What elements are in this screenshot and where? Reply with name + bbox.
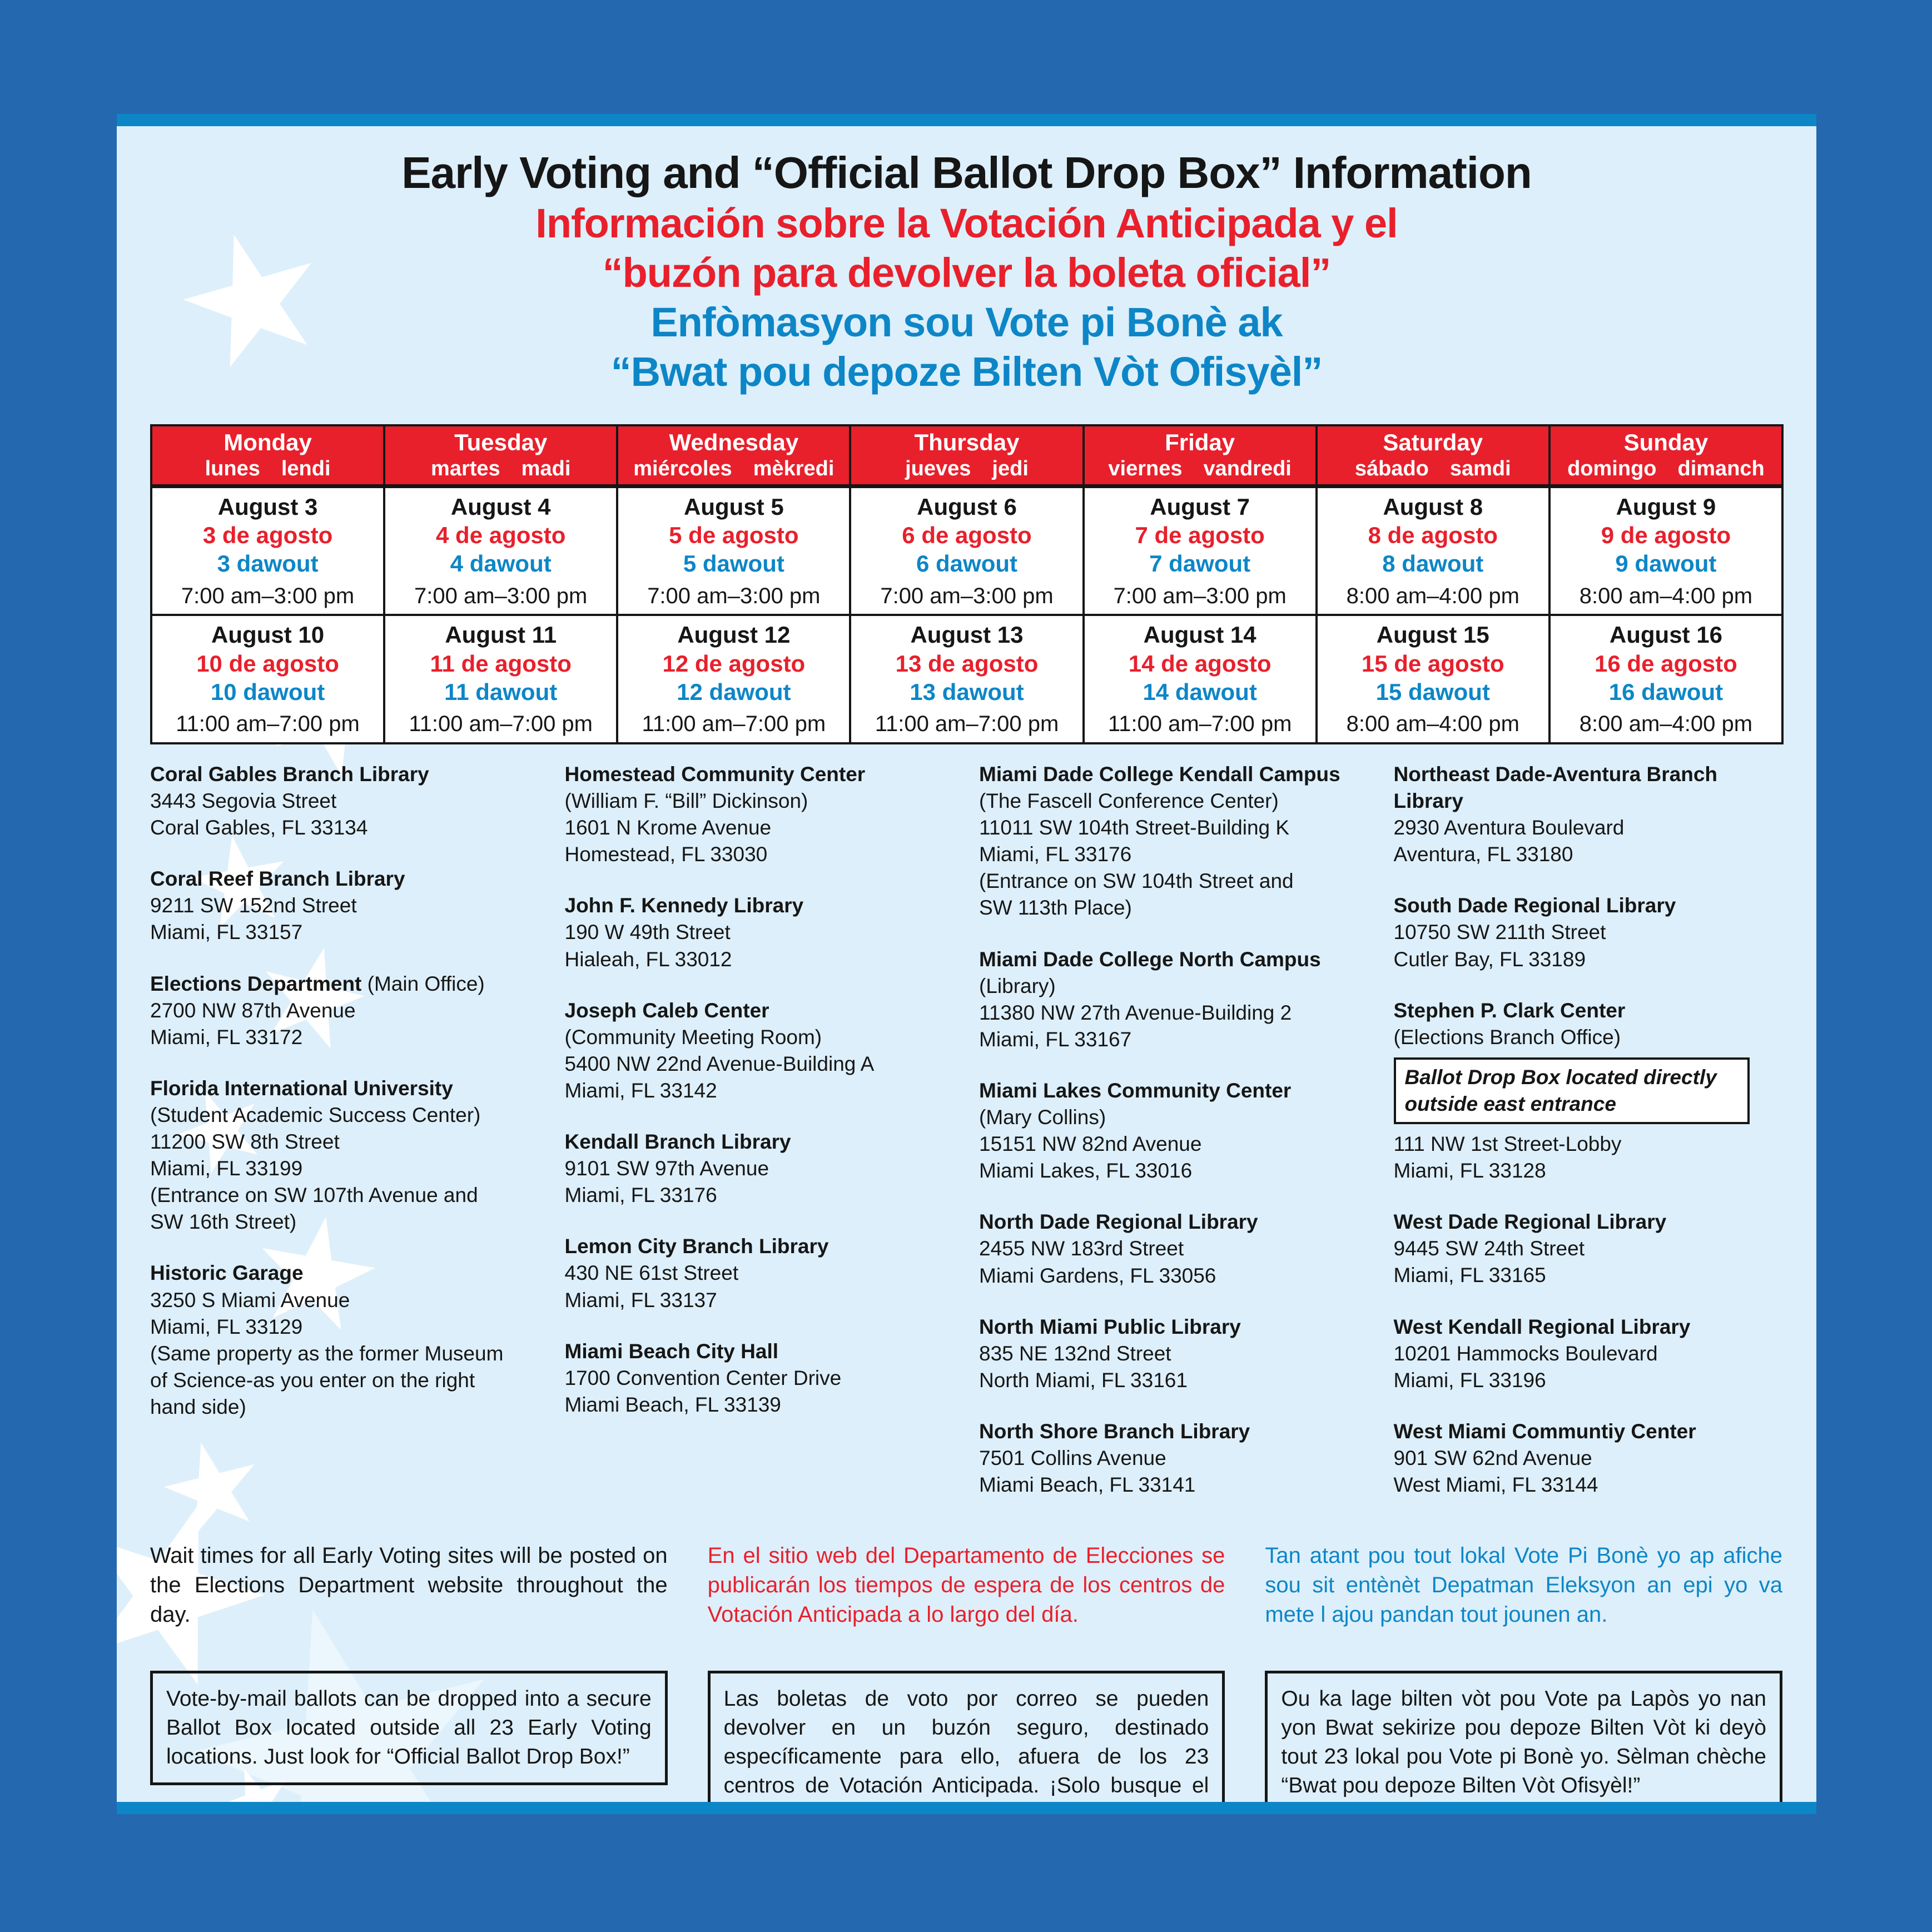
wait-times-note-creole: Tan atant pou tout lokal Vote Pi Bonè yo ap afiche sou sit entènèt Depatman Eleksyon an epi yo va mete l ajou pandan tout jounen an. (1265, 1543, 1782, 1627)
day-header-friday (1084, 425, 1317, 486)
date-english: August 13 (910, 622, 1024, 648)
location-line: Miami Beach, FL 33141 (979, 1473, 1196, 1497)
date-spanish: 3 de agosto (202, 522, 333, 549)
location-name: Northeast Dade-Aventura Branch Library (1393, 763, 1718, 813)
location-line: (The Fascell Conference Center) (979, 789, 1279, 813)
location-line: 2455 NW 183rd Street (979, 1237, 1184, 1260)
location-line: hand side) (150, 1395, 246, 1418)
page-title-spanish-line2: “buzón para devolver la boleta oficial” (602, 250, 1331, 296)
schedule-cell (1549, 615, 1782, 743)
location-name: Joseph Caleb Center (564, 999, 769, 1022)
voting-hours: 8:00 am–4:00 pm (1579, 583, 1753, 608)
locations-section (150, 761, 1782, 1523)
dropbox-info-boxes (150, 1671, 1782, 1814)
location-name: Miami Dade College North Campus (979, 947, 1321, 971)
location-name: Kendall Branch Library (564, 1130, 791, 1154)
day-name-spanish-creole: miércoles mèkredi (633, 457, 835, 481)
page-title-english: Early Voting and “Official Ballot Drop Box” Information (401, 148, 1532, 197)
date-english: August 9 (1616, 493, 1716, 520)
location-name: Stephen P. Clark Center (1393, 999, 1626, 1022)
schedule-cell (151, 615, 384, 743)
location-name: Miami Beach City Hall (564, 1339, 779, 1363)
date-creole: 5 dawout (683, 550, 784, 577)
wait-times-note-spanish: En el sitio web del Departamento de Elecciones se publicarán los tiempos de espera de los centros de Votación Anticipada a lo largo del día. (707, 1543, 1225, 1627)
location-entry (565, 1338, 954, 1418)
location-line: 190 W 49th Street (564, 921, 731, 944)
date-english: August 5 (684, 493, 784, 520)
date-english: August 6 (917, 493, 1017, 520)
location-entry (565, 761, 954, 868)
location-name: Lemon City Branch Library (564, 1235, 829, 1258)
schedule-cell (1317, 486, 1549, 615)
location-line: West Miami, FL 33144 (1393, 1473, 1598, 1496)
location-line: (Library) (979, 974, 1056, 997)
date-english: August 3 (217, 493, 318, 520)
location-name-suffix: (Main Office) (361, 972, 485, 995)
location-line: 430 NE 61st Street (564, 1261, 739, 1285)
day-name-spanish-creole: martes madi (431, 457, 571, 481)
schedule-cell (617, 486, 850, 615)
location-line: (Elections Branch Office) (1393, 1025, 1621, 1049)
location-entry (150, 761, 539, 841)
location-entry (565, 997, 954, 1104)
date-spanish: 6 de agosto (902, 522, 1032, 549)
locations-column-3 (979, 761, 1368, 1523)
date-creole: 14 dawout (1143, 678, 1257, 705)
date-english: August 8 (1383, 493, 1483, 520)
location-line: Miami, FL 33176 (564, 1184, 717, 1207)
date-spanish: 8 de agosto (1368, 522, 1498, 549)
location-line: 2930 Aventura Boulevard (1393, 816, 1625, 840)
date-spanish: 9 de agosto (1601, 522, 1731, 549)
location-line: Miami, FL 33199 (150, 1157, 303, 1180)
location-line: 3250 S Miami Avenue (150, 1288, 350, 1312)
locations-column-4 (1394, 761, 1783, 1523)
date-spanish: 11 de agosto (430, 650, 572, 677)
location-entry (979, 761, 1368, 922)
location-name: West Miami Communtiy Center (1393, 1419, 1696, 1443)
page-title-spanish-line1: Información sobre la Votación Anticipada y el (535, 200, 1398, 247)
location-entry (979, 946, 1368, 1053)
day-name-english: Wednesday (669, 429, 799, 455)
location-line: (Entrance on SW 107th Avenue and (150, 1184, 478, 1207)
voting-hours: 7:00 am–3:00 pm (181, 583, 355, 608)
location-name: Coral Reef Branch Library (150, 867, 405, 891)
voting-hours: 7:00 am–3:00 pm (880, 583, 1054, 608)
date-english: August 7 (1150, 493, 1250, 520)
location-line: Miami, FL 33142 (564, 1079, 717, 1102)
location-line: Miami, FL 33196 (1393, 1368, 1546, 1392)
day-name-spanish-creole: viernes vandredi (1108, 457, 1292, 481)
locations-column-1 (150, 761, 539, 1523)
location-entry (979, 1209, 1368, 1289)
day-name-english: Saturday (1383, 429, 1483, 455)
location-entry (565, 1129, 954, 1209)
location-entry (1394, 1314, 1783, 1394)
date-creole: 11 dawout (444, 678, 558, 705)
day-name-spanish-creole: lunes lendi (205, 457, 331, 481)
date-english: August 11 (445, 622, 557, 648)
schedule-cell (617, 615, 850, 743)
date-english: August 12 (677, 622, 791, 648)
dropbox-info-box-english: Vote-by-mail ballots can be dropped into a secure Ballot Box located outside all 23 Early Voting locations. Just look for “Official Ballot Drop Box!” (150, 1671, 668, 1785)
day-name-english: Thursday (914, 429, 1020, 455)
date-spanish: 10 de agosto (196, 650, 339, 677)
location-entry (150, 1260, 539, 1421)
location-line: Miami Lakes, FL 33016 (979, 1159, 1193, 1183)
voting-hours: 8:00 am–4:00 pm (1579, 712, 1753, 737)
date-spanish: 4 de agosto (436, 522, 566, 549)
voting-hours: 11:00 am–7:00 pm (642, 712, 826, 737)
location-line: 111 NW 1st Street-Lobby (1393, 1133, 1622, 1156)
page-title-creole-line2: “Bwat pou depoze Bilten Vòt Ofisyèl” (610, 349, 1323, 395)
location-name: Elections Department (Main Office) (150, 972, 485, 995)
date-english: August 16 (1609, 622, 1722, 648)
schedule-week-row-1 (151, 486, 1782, 615)
date-spanish: 5 de agosto (669, 522, 799, 549)
day-name-english: Sunday (1623, 429, 1708, 455)
date-creole: 10 dawout (210, 678, 325, 705)
schedule-cell (850, 615, 1083, 743)
location-entry (979, 1077, 1368, 1184)
locations-column-2 (565, 761, 954, 1523)
location-line: 5400 NW 22nd Avenue-Building A (564, 1052, 875, 1075)
location-name: Florida International University (150, 1076, 453, 1100)
location-name: Coral Gables Branch Library (150, 763, 429, 786)
location-entry (1394, 892, 1783, 972)
voting-hours: 11:00 am–7:00 pm (176, 712, 360, 737)
date-english: August 4 (450, 493, 551, 520)
day-name-spanish-creole: sábado samdi (1354, 457, 1511, 481)
date-spanish: 16 de agosto (1595, 650, 1737, 677)
date-creole: 15 dawout (1375, 678, 1490, 705)
schedule-cell (384, 486, 617, 615)
location-name: West Dade Regional Library (1393, 1210, 1667, 1234)
location-line: 10201 Hammocks Boulevard (1393, 1342, 1658, 1365)
location-line: (Mary Collins) (979, 1106, 1106, 1129)
location-name: Historic Garage (150, 1261, 304, 1285)
location-line: 11200 SW 8th Street (150, 1130, 340, 1154)
location-line: 835 NE 132nd Street (979, 1342, 1171, 1365)
schedule-cell (1084, 615, 1317, 743)
location-name: North Miami Public Library (979, 1315, 1241, 1338)
voting-hours: 8:00 am–4:00 pm (1346, 712, 1519, 737)
location-line: Miami, FL 33176 (979, 843, 1132, 866)
date-creole: 16 dawout (1608, 678, 1724, 705)
voting-hours: 11:00 am–7:00 pm (409, 712, 593, 737)
date-creole: 9 dawout (1615, 550, 1717, 577)
location-name: North Dade Regional Library (979, 1210, 1258, 1234)
location-line: Hialeah, FL 33012 (564, 947, 732, 971)
ballot-dropbox-note: Ballot Drop Box located directly outside east entrance (1394, 1057, 1750, 1124)
location-name: Homestead Community Center (564, 763, 866, 786)
date-creole: 4 dawout (450, 550, 552, 577)
location-line: SW 113th Place) (979, 896, 1132, 920)
location-line: 7501 Collins Avenue (979, 1446, 1166, 1469)
location-line: Miami Beach, FL 33139 (564, 1393, 781, 1416)
schedule-cell (384, 615, 617, 743)
early-voting-schedule-table (150, 424, 1784, 744)
day-header-wednesday (617, 425, 850, 486)
day-header-tuesday (384, 425, 617, 486)
schedule-cell (1549, 486, 1782, 615)
location-entry (565, 1233, 954, 1313)
voting-hours: 7:00 am–3:00 pm (1113, 583, 1287, 608)
location-line: Coral Gables, FL 33134 (150, 816, 368, 840)
location-line: 11011 SW 104th Street-Building K (979, 816, 1290, 840)
location-line: 15151 NW 82nd Avenue (979, 1133, 1202, 1156)
voting-hours: 7:00 am–3:00 pm (414, 583, 588, 608)
date-creole: 7 dawout (1149, 550, 1251, 577)
location-line: (Student Academic Success Center) (150, 1103, 481, 1126)
date-creole: 8 dawout (1382, 550, 1484, 577)
date-creole: 3 dawout (217, 550, 319, 577)
location-line: of Science-as you enter on the right (150, 1368, 475, 1392)
location-line: Miami, FL 33128 (1393, 1159, 1546, 1183)
voting-hours: 11:00 am–7:00 pm (1107, 712, 1292, 737)
location-name: Miami Dade College Kendall Campus (979, 763, 1340, 786)
location-name: North Shore Branch Library (979, 1419, 1250, 1443)
location-entry (1394, 761, 1783, 868)
location-line: 1601 N Krome Avenue (564, 816, 772, 840)
date-english: August 15 (1376, 622, 1489, 648)
location-line: Aventura, FL 33180 (1393, 843, 1573, 866)
location-line: Miami, FL 33165 (1393, 1264, 1546, 1287)
location-entry (150, 971, 539, 1051)
location-line: Miami, FL 33129 (150, 1315, 303, 1338)
schedule-cell (151, 486, 384, 615)
voting-hours: 7:00 am–3:00 pm (647, 583, 821, 608)
title-block (117, 150, 1816, 400)
dropbox-info-box-spanish: Las boletas de voto por correo se pueden devolver en un buzón seguro, destinado específicamente para ello, afuera de los 23 centros de Votación Anticipada. ¡Solo busque el “buzón para devolver la boleta oficial”! (708, 1671, 1225, 1814)
location-line: North Miami, FL 33161 (979, 1368, 1188, 1392)
page-title-creole-line1: Enfòmasyon sou Vote pi Bonè ak (650, 299, 1283, 346)
day-name-english: Friday (1165, 429, 1235, 455)
location-entry (1394, 1209, 1783, 1289)
location-name: Miami Lakes Community Center (979, 1079, 1292, 1102)
date-spanish: 13 de agosto (895, 650, 1039, 677)
day-name-spanish-creole: jueves jedi (905, 457, 1029, 481)
location-name: West Kendall Regional Library (1393, 1315, 1691, 1338)
dropbox-info-box-creole: Ou ka lage bilten vòt pou Vote pa Lapòs yo nan yon Bwat sekirize pou depoze Bilten Vòt ki deyò tout 23 lokal pou Vote pi Bonè yo. Sèlman chèche “Bwat pou depoze Bilten Vòt Ofisyèl!” (1265, 1671, 1782, 1814)
wait-times-notes (150, 1541, 1782, 1630)
schedule-cell (1317, 615, 1549, 743)
location-line: 11380 NW 27th Avenue-Building 2 (979, 1001, 1292, 1024)
location-line: Cutler Bay, FL 33189 (1393, 947, 1586, 971)
date-spanish: 15 de agosto (1361, 650, 1504, 677)
location-line: Homestead, FL 33030 (564, 843, 768, 866)
day-header-sunday (1549, 425, 1782, 486)
date-spanish: 12 de agosto (662, 650, 806, 677)
flyer-panel (117, 114, 1816, 1814)
date-creole: 6 dawout (916, 550, 1017, 577)
location-line: (Entrance on SW 104th Street and (979, 870, 1294, 893)
day-header-saturday (1317, 425, 1549, 486)
date-spanish: 14 de agosto (1128, 650, 1272, 677)
day-name-english: Tuesday (454, 429, 548, 455)
day-name-spanish-creole: domingo dimanch (1567, 457, 1765, 481)
location-line: 3443 Segovia Street (150, 789, 337, 813)
location-line: Miami, FL 33167 (979, 1027, 1132, 1051)
location-line: Miami, FL 33137 (564, 1288, 717, 1312)
day-header-thursday (850, 425, 1083, 486)
location-name: South Dade Regional Library (1393, 894, 1676, 917)
location-line: 9101 SW 97th Avenue (564, 1157, 769, 1180)
location-line: 901 SW 62nd Avenue (1393, 1446, 1592, 1469)
location-line: 9211 SW 152nd Street (150, 894, 357, 917)
location-line: Miami, FL 33157 (150, 921, 303, 944)
day-header-monday (151, 425, 384, 486)
location-entry (1394, 997, 1783, 1185)
location-entry (979, 1418, 1368, 1498)
date-creole: 13 dawout (910, 678, 1024, 705)
location-name: John F. Kennedy Library (564, 894, 804, 917)
location-entry (979, 1314, 1368, 1394)
location-line: 9445 SW 24th Street (1393, 1237, 1585, 1260)
location-line: 1700 Convention Center Drive (564, 1366, 842, 1389)
voting-hours: 8:00 am–4:00 pm (1346, 583, 1519, 608)
wait-times-note-english: Wait times for all Early Voting sites will be posted on the Elections Department website throughout the day. (150, 1543, 668, 1627)
schedule-cell (850, 486, 1083, 615)
schedule-cell (1084, 486, 1317, 615)
location-line: (Community Meeting Room) (564, 1025, 822, 1049)
date-spanish: 7 de agosto (1135, 522, 1265, 549)
location-entry (1394, 1418, 1783, 1498)
location-line: Miami, FL 33172 (150, 1025, 303, 1049)
location-line: (Same property as the former Museum (150, 1342, 504, 1365)
date-english: August 14 (1143, 622, 1256, 648)
location-line: (William F. “Bill” Dickinson) (564, 789, 808, 813)
location-line: 2700 NW 87th Avenue (150, 999, 356, 1022)
location-entry (150, 866, 539, 946)
location-line: SW 16th Street) (150, 1210, 297, 1234)
location-entry (150, 1075, 539, 1236)
voting-hours: 11:00 am–7:00 pm (875, 712, 1059, 737)
date-creole: 12 dawout (677, 678, 791, 705)
location-line: Miami Gardens, FL 33056 (979, 1264, 1216, 1287)
date-english: August 10 (211, 622, 325, 648)
location-entry (565, 892, 954, 972)
schedule-week-row-2 (151, 615, 1782, 743)
location-line: 10750 SW 211th Street (1393, 921, 1606, 944)
day-name-english: Monday (224, 429, 312, 455)
schedule-header-row (151, 425, 1782, 486)
